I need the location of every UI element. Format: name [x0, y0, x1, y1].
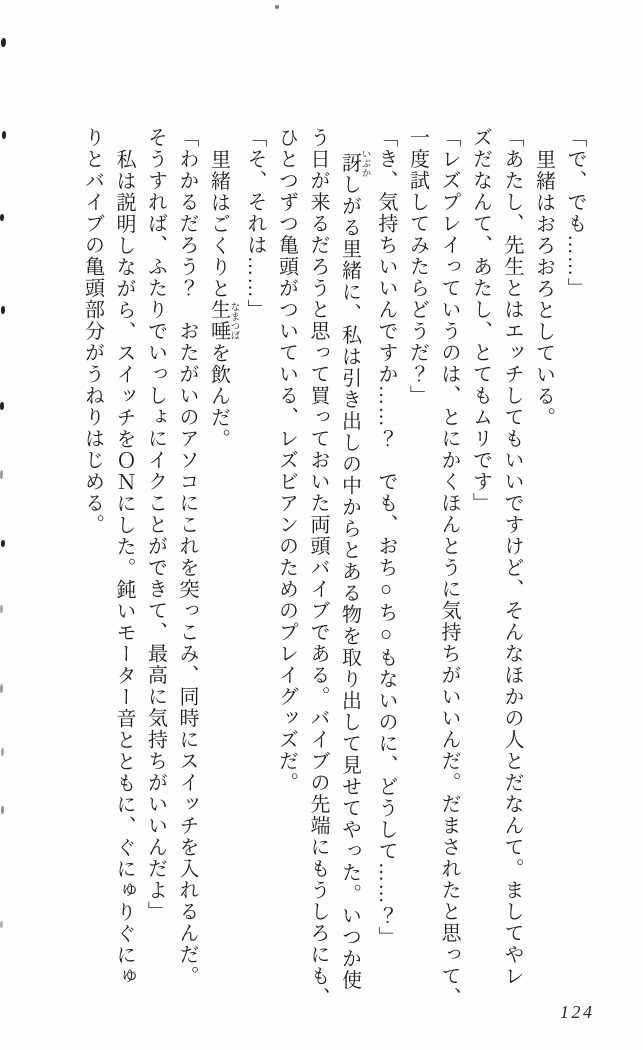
text-line: 一度試してみたらどうだ？」 [406, 127, 429, 407]
text-block [76, 127, 590, 1007]
text-line: 「あたし、先生とはエッチしてもいいですけど、そんなほかの人とだなんて。ましてやレ [501, 127, 523, 987]
text-line: 訝 いぶかしがる里緒に、私は引き出しの中からとある物を取り出して見せてやった。いつか使 [338, 148, 370, 991]
scan-artifact [0, 470, 3, 479]
scan-artifact [1, 38, 6, 47]
page-number: 124 [560, 1002, 595, 1022]
scan-artifact [0, 605, 3, 613]
scan-artifact [0, 214, 4, 221]
text-line: 「き、気持ちいいんですか……？ でも、おち○ち○もないのに、どうして……？」 [375, 127, 397, 948]
text-line: 「わかるだろう？ おたがいのアソコにこれを突っこみ、同時にスイッチを入れるんだ。 [176, 127, 198, 987]
text-line: りとバイブの亀頭部分がうねりはじめる。 [81, 127, 104, 536]
scan-artifact [1, 306, 5, 314]
scan-artifact [0, 921, 3, 928]
text-line: 「そ、それは……」 [244, 127, 266, 321]
text-line: 里緒はおろおろとしている。 [532, 148, 555, 428]
scan-artifact [0, 684, 3, 693]
scan-artifact [1, 748, 4, 756]
scan-artifact [1, 540, 5, 547]
text-line: ひとつずつ亀頭がついている、レズビアンのためのプレイグッズだ。 [275, 127, 298, 794]
ruby-annotation: 生唾 なまつば [207, 299, 239, 342]
text-line: 「レズプレイっていうのは、とにかくほんとうに気持ちがいいんだ。だまされたと思って、 [438, 127, 460, 1009]
scan-artifact [2, 131, 6, 139]
scan-artifact [1, 806, 4, 814]
text-line: 私は説明しながら、スイッチをＯＮにした。鈍いモーター音とともに、ぐにゅりぐにゅ [113, 148, 135, 987]
text-line: 里緒はごくりと生唾 なまつばを飲んだ。 [207, 148, 239, 450]
ruby-annotation: 訝 いぶか [338, 148, 370, 177]
scan-artifact [275, 5, 279, 9]
text-line: そうすれば、ふたりでいっしょにイクことができて、最高に気持ちがいいんだよ」 [144, 127, 167, 923]
text-line: う日が来るだろうと思って買っておいた両頭バイブである。バイブの先端にもうしろにも、 [307, 127, 329, 1009]
text-line: ズだなんて、あたし、とてもムリです」 [469, 127, 492, 514]
scan-artifact [0, 402, 4, 410]
text-line: 「で、でも……」 [564, 127, 586, 299]
